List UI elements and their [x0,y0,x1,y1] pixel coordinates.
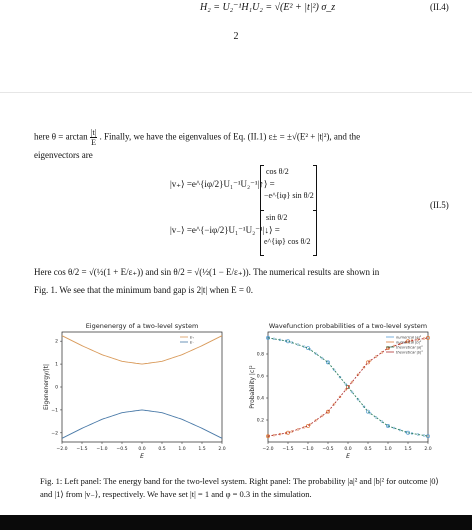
right-x-tick-label: 2.0 [424,447,432,452]
left-y-axis-label: Eigenenergy/|t| [43,363,50,411]
right-legend-label: theoretical |a|² [396,345,423,350]
left-x-tick-label: 0.5 [158,447,166,452]
header-equation-number: (II.4) [430,2,449,12]
left-x-axis-label: E [140,453,144,460]
eigvec-plus-top: cos θ/2 [266,167,289,176]
paragraph-1 [34,128,444,147]
right-x-tick-label: −1.5 [282,447,294,452]
eigvec-plus-lhs: |v₊⟩ =e^{iφ/2}U₁⁻¹U₂⁻¹|↑⟩ = [170,179,275,189]
header-equation-text: H₂ = U₂⁻¹H₁U₂ = √(E² + |t|²) σ_z [200,2,336,13]
para2-line2: Fig. 1. We see that the minimum band gap is 2|t| when E = 0. [34,285,254,295]
eigvec-plus-bottom: −e^{iφ} sin θ/2 [264,191,314,200]
figure-caption: Fig. 1: Left panel: The energy band for the two-level system. Right panel: The probability |a|² and |b|² for outcome |0⟩ and |1⟩ from |v₋⟩, respectively. We have set |t| = 1 and φ = 0.3 in the simulation. [40,476,439,499]
right-chart-title: Wavefunction probabilities of a two-level system [268,322,428,330]
left-series-line-0 [62,336,222,364]
left-y-tick-label: 2 [55,339,58,345]
right-x-tick-label: −0.5 [322,447,334,452]
left-x-tick-label: 1.5 [198,447,206,452]
para1-middle: . Finally, we have the eigenvalues of Eq. (II.1) ε± = ±√(E² + |t|²), and the [99,131,361,142]
bottom-bar [0,515,472,530]
right-y-tick-label: 0.6 [256,374,264,380]
page-number: 2 [233,31,239,42]
left-x-tick-label: −0.5 [116,447,128,452]
left-legend-label: E₋ [190,340,195,345]
para1-frac-num: |t| [90,128,97,137]
right-x-tick-label: 1.5 [404,447,412,452]
eigvec-minus-bracket-right [313,210,317,256]
right-y-axis-label: Probability |c|² [249,365,256,409]
left-x-tick-label: 1.0 [178,447,186,452]
left-y-tick-label: −2 [51,431,58,437]
left-x-tick-label: 2.0 [218,447,226,452]
para1-frac-den: E [91,138,97,147]
right-x-tick-label: −2.0 [262,447,274,452]
left-series-line-1 [62,410,222,438]
right-x-tick-label: 1.0 [384,447,392,452]
left-y-tick-label: 1 [55,362,58,368]
para2-line1: Here cos θ/2 = √(½(1 + E/ε₊)) and sin θ/2 = √(½(1 − E/ε₊)). The numerical results are shown in [34,267,380,277]
para1-start: here θ = arctan [34,131,88,142]
page-divider [0,92,472,93]
header-equation [200,2,335,13]
right-x-tick-label: 0.5 [364,447,372,452]
eigvec-plus-bracket-left [260,165,264,211]
eigvec-minus-top: sin θ/2 [266,213,288,222]
left-x-tick-label: −1.0 [96,447,108,452]
eigvec-equation-number: (II.5) [430,200,449,210]
para1-fraction [90,128,97,147]
eigvec-minus-bottom: e^{iφ} cos θ/2 [264,237,311,246]
left-x-tick-label: −1.5 [76,447,88,452]
left-legend-label: E₊ [190,335,195,340]
right-y-tick-label: 0.4 [256,396,264,402]
right-y-tick-label: 0.2 [256,418,264,424]
right-legend-label: theoretical |b|² [396,350,423,355]
right-x-axis-label: E [346,453,350,460]
right-legend-label: numerical |b|² [396,340,422,345]
eigvec-minus-bracket-left [260,210,264,256]
right-legend-label: numerical |a|² [396,335,422,340]
right-y-tick-label: 0.8 [256,352,264,358]
para1-line2: eigenvectors are [34,150,93,160]
figure-1 [40,318,440,468]
left-y-tick-label: −1 [51,408,58,414]
left-x-tick-label: 0.0 [138,447,146,452]
left-x-tick-label: −2.0 [56,447,68,452]
eigvec-plus-bracket-right [313,165,317,211]
eigvec-minus-lhs: |v₋⟩ =e^{−iφ/2}U₁⁻¹U₂⁻¹|↓⟩ = [170,225,280,235]
right-x-tick-label: −1.0 [302,447,314,452]
left-y-tick-label: 0 [55,385,58,391]
right-x-tick-label: 0.0 [344,447,352,452]
left-chart-title: Eigenenergy of a two-level system [85,322,199,330]
left-plot-frame [62,332,222,442]
